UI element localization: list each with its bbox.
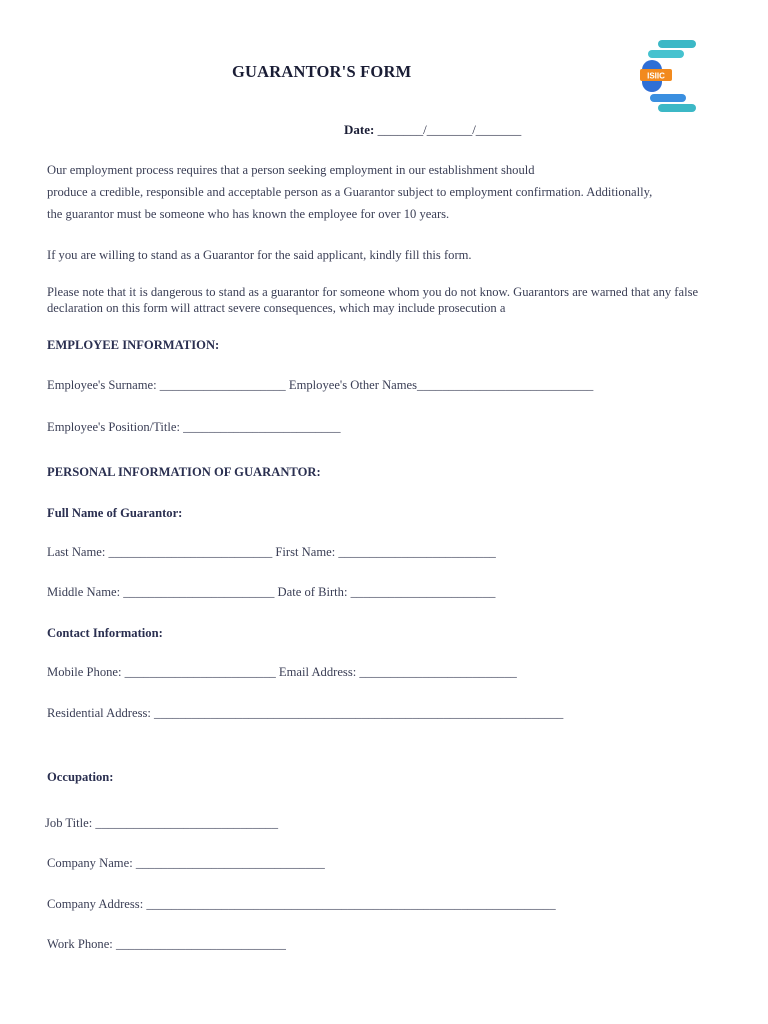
last-first-name-field[interactable]: Last Name: __________________________ First Name: _________________________ — [47, 545, 496, 559]
contact-info-heading: Contact Information: — [47, 626, 163, 640]
employee-surname-field[interactable]: Employee's Surname: ____________________ Employee's Other Names____________________________ — [47, 378, 594, 392]
occupation-heading: Occupation: — [47, 770, 114, 784]
logo-text: ISIIC — [647, 71, 665, 81]
guarantor-info-heading: PERSONAL INFORMATION OF GUARANTOR: — [47, 465, 321, 479]
willing-text: If you are willing to stand as a Guarantor for the said applicant, kindly fill this form. — [47, 248, 472, 262]
intro-line-2: produce a credible, responsible and acceptable person as a Guarantor subject to employment confirmation. Additionally, — [47, 185, 653, 199]
company-logo — [638, 40, 698, 112]
company-name-field[interactable]: Company Name: ______________________________ — [47, 856, 325, 870]
employee-position-field[interactable]: Employee's Position/Title: _________________________ — [47, 420, 341, 434]
intro-line-1: Our employment process requires that a person seeking employment in our establishment should — [47, 163, 535, 177]
full-name-heading: Full Name of Guarantor: — [47, 506, 183, 520]
company-address-field[interactable]: Company Address: _________________________________________________________________ — [47, 897, 556, 911]
date-label: Date: — [344, 122, 375, 137]
middle-name-dob-field[interactable]: Middle Name: ________________________ Date of Birth: _______________________ — [47, 585, 496, 599]
intro-line-3: the guarantor must be someone who has known the employee for over 10 years. — [47, 207, 450, 221]
mobile-email-field[interactable]: Mobile Phone: ________________________ Email Address: _________________________ — [47, 665, 517, 679]
warning-line-2: declaration on this form will attract severe consequences, which may include prosecution a — [47, 301, 506, 315]
work-phone-field[interactable]: Work Phone: ___________________________ — [47, 937, 286, 951]
employee-info-heading: EMPLOYEE INFORMATION: — [47, 338, 220, 352]
date-blank[interactable]: _______/_______/_______ — [374, 122, 522, 137]
residential-address-field[interactable]: Residential Address: _________________________________________________________________ — [47, 706, 564, 720]
form-title: GUARANTOR'S FORM — [232, 62, 412, 81]
warning-line-1: Please note that it is dangerous to stand as a guarantor for someone whom you do not know. Guarantors are warned that any false — [47, 285, 699, 299]
job-title-field[interactable]: Job Title: _____________________________ — [45, 816, 279, 830]
date-field — [344, 122, 521, 138]
